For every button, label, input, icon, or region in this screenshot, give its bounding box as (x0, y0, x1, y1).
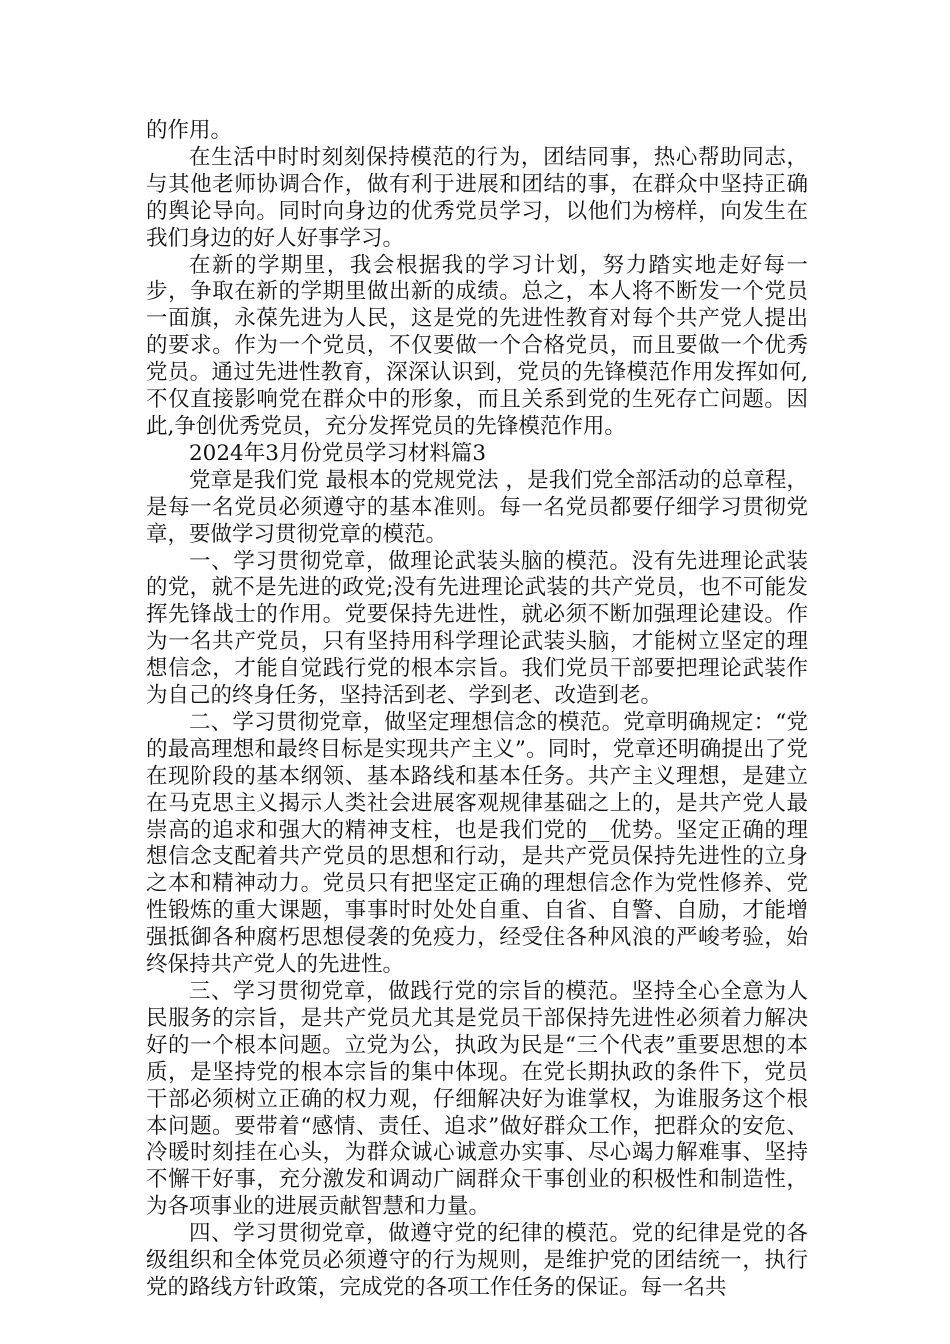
paragraph-new-semester: 在新的学期里，我会根据我的学习计划，努力踏实地走好每一步，争取在新的学期里做出新的成绩。总之，本人将不断发一个党员一面旗，永葆先进为人民，这是党的先进性教育对每个共产党人提出的要求。作为一个党员，不仅要做一个合格党员，而且要做一个优秀党员。通过先进性教育，深深认识到，党员的先锋模范作用发挥如何,不仅直接影响党在群众中的形象，而且关系到党的生死存亡问题。因此,争创优秀党员，充分发挥党员的先锋模范作用。 (146, 252, 808, 439)
paragraph-point-2: 二、学习贯彻党章，做坚定理想信念的模范。党章明确规定：“党的最高理想和最终目标是实现共产主义”。同时，党章还明确提出了党在现阶段的基本纲领、基本路线和基本任务。共产主义理想，是建立在马克思主义揭示人类社会进展客观规律基础之上的，是共产党人最崇高的追求和强大的精神支柱，也是我们党的__优势。坚定正确的理想信念支配着共产党员的思想和行动，是共产党员保持先进性的立身之本和精神动力。党员只有把坚定正确的理想信念作为党性修养、党性锻炼的重大课题，事事时时处处自重、自省、自警、自励，才能增强抵御各种腐朽思想侵袭的免疫力，经受住各种风浪的严峻考验，始终保持共产党人的先进性。 (146, 709, 808, 978)
paragraph-party-constitution: 党章是我们党 最根本的党规党法 ，是我们党全部活动的总章程，是每一名党员必须遵守的基本准则。每一名党员都要仔细学习贯彻党章，要做学习贯彻党章的模范。 (146, 467, 808, 547)
section-heading: 2024年3月份党员学习材料篇3 (189, 440, 487, 466)
paragraph-point-3: 三、学习贯彻党章，做践行党的宗旨的模范。坚持全心全意为人民服务的宗旨，是共产党员尤其是党员干部保持先进性必须着力解决好的一个根本问题。立党为公，执政为民是“三个代表”重要思想的本质，是坚持党的根本宗旨的集中体现。在党长期执政的条件下，党员干部必须树立正确的权力观，仔细解决好为谁掌权，为谁服务这个根本问题。要带着“感情、责任、追求”做好群众工作，把群众的安危、冷暖时刻挂在心头，为群众诚心诚意办实事、尽心竭力解难事、坚持不懈干好事，充分激发和调动广阔群众干事创业的积极性和制造性，为各项事业的进展贡献智慧和力量。 (146, 979, 808, 1220)
paragraph-continuation: 的作用。 (146, 118, 233, 143)
paragraph-point-1: 一、学习贯彻党章，做理论武装头脑的模范。没有先进理论武装的党，就不是先进的政党;没有先进理论武装的共产党员，也不可能发挥先锋战士的作用。党要保持先进性，就必须不断加强理论建设。作为一名共产党员，只有坚持用科学理论武装头脑，才能树立坚定的理想信念，才能自觉践行党的根本宗旨。我们党员干部要把理论武装作为自己的终身任务，坚持活到老、学到老、改造到老。 (146, 548, 808, 709)
paragraph-life-example: 在生活中时时刻刻保持模范的行为，团结同事，热心帮助同志，与其他老师协调合作，做有利于进展和团结的事，在群众中坚持正确的舆论导向。同时向身边的优秀党员学习，以他们为榜样，向发生在我们身边的好人好事学习。 (146, 144, 808, 251)
document-page (146, 118, 808, 1302)
paragraph-point-4: 四、学习贯彻党章，做遵守党的纪律的模范。党的纪律是党的各级组织和全体党员必须遵守的行为规则，是维护党的团结统一，执行党的路线方针政策，完成党的各项工作任务的保证。每一名共 (146, 1221, 808, 1300)
